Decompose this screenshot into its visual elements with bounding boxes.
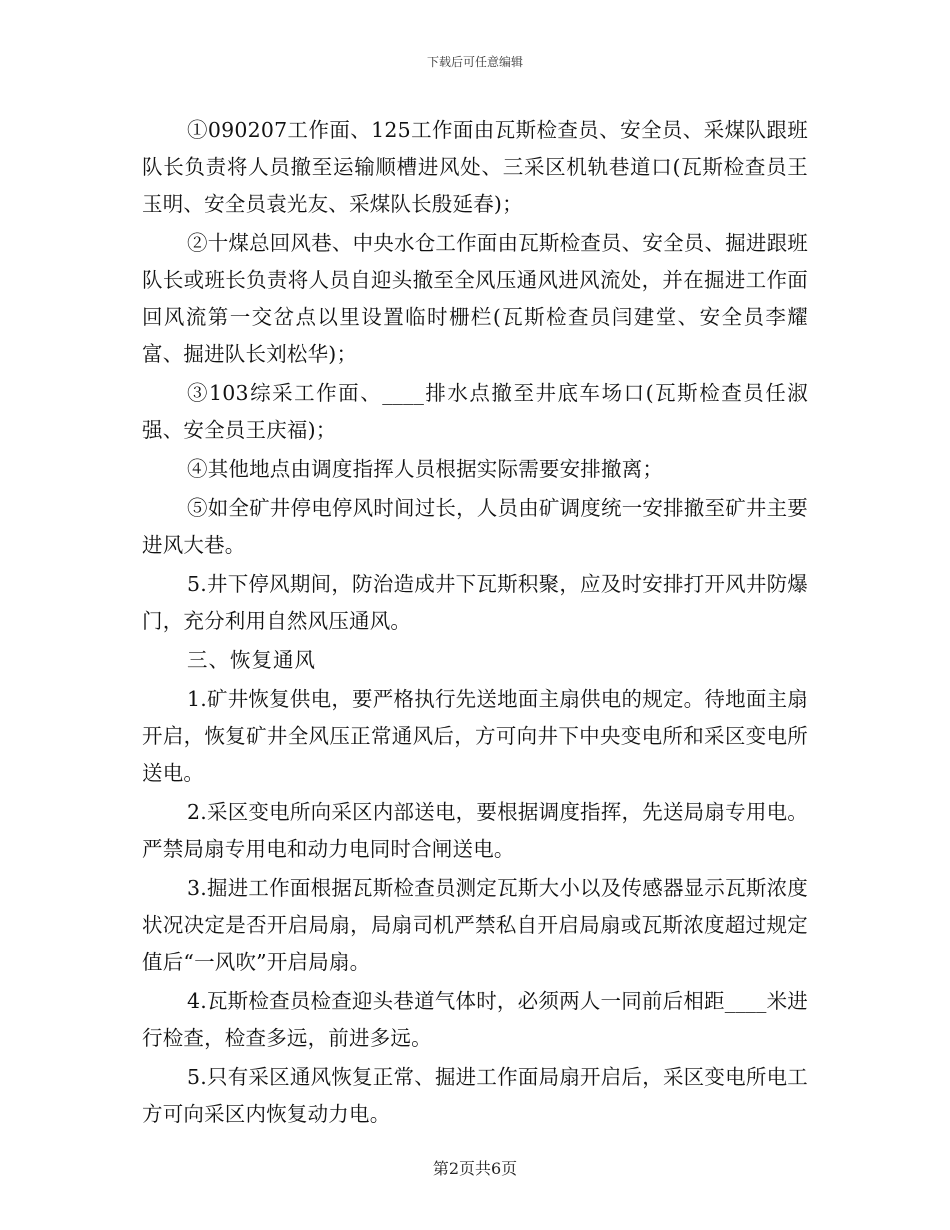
paragraph-item-4: ④其他地点由调度指挥人员根据实际需要安排撤离； — [187, 457, 664, 481]
paragraph-item-3: ③103综采工作面、____排水点撤至井底车场口(瓦斯检查员任淑强、安全员王庆福)； — [142, 381, 808, 442]
paragraph-item-2: ②十煤总回风巷、中央水仓工作面由瓦斯检查员、安全员、掘进跟班队长或班长负责将人员自迎头撤至全风压通风进风流处，并在掘进工作面回风流第一交岔点以里设置临时栅栏(瓦斯检查员闫建堂、安全员李耀富、掘进队长刘松华)； — [142, 231, 808, 366]
paragraph-step-2: 2.采区变电所向采区内部送电，要根据调度指挥，先送局扇专用电。严禁局扇专用电和动力电同时合闸送电。 — [142, 800, 808, 861]
page-number: 第2页共6页 — [432, 1159, 518, 1178]
paragraph-item-5: ⑤如全矿井停电停风时间过长，人员由矿调度统一安排撤至矿井主要进风大巷。 — [142, 496, 808, 557]
paragraph-step-4: 4.瓦斯检查员检查迎头巷道气体时，必须两人一同前后相距____米进行检查，检查多远，前进多远。 — [142, 989, 808, 1050]
paragraph-step-5: 5.井下停风期间，防治造成井下瓦斯积聚，应及时安排打开风井防爆门，充分利用自然风压通风。 — [142, 572, 808, 633]
section-heading-restore-ventilation: 三、恢复通风 — [187, 648, 316, 672]
paragraph-step-5b: 5.只有采区通风恢复正常、掘进工作面局扇开启后，采区变电所电工方可向采区内恢复动力电。 — [142, 1065, 808, 1126]
document-body — [142, 112, 808, 1135]
paragraph-step-3: 3.掘进工作面根据瓦斯检查员测定瓦斯大小以及传感器显示瓦斯浓度状况决定是否开启局扇，局扇司机严禁私自开启局扇或瓦斯浓度超过规定值后“一风吹”开启局扇。 — [142, 876, 808, 974]
paragraph-item-1: ①090207工作面、125工作面由瓦斯检查员、安全员、采煤队跟班队长负责将人员撤至运输顺槽进风处、三采区机轨巷道口(瓦斯检查员王玉明、安全员袁光友、采煤队长殷延春)； — [142, 118, 808, 216]
paragraph-step-1: 1.矿井恢复供电，要严格执行先送地面主扇供电的规定。待地面主扇开启，恢复矿井全风压正常通风后，方可向井下中央变电所和采区变电所送电。 — [142, 687, 808, 785]
page-header: 下载后可任意编辑 — [426, 55, 523, 69]
